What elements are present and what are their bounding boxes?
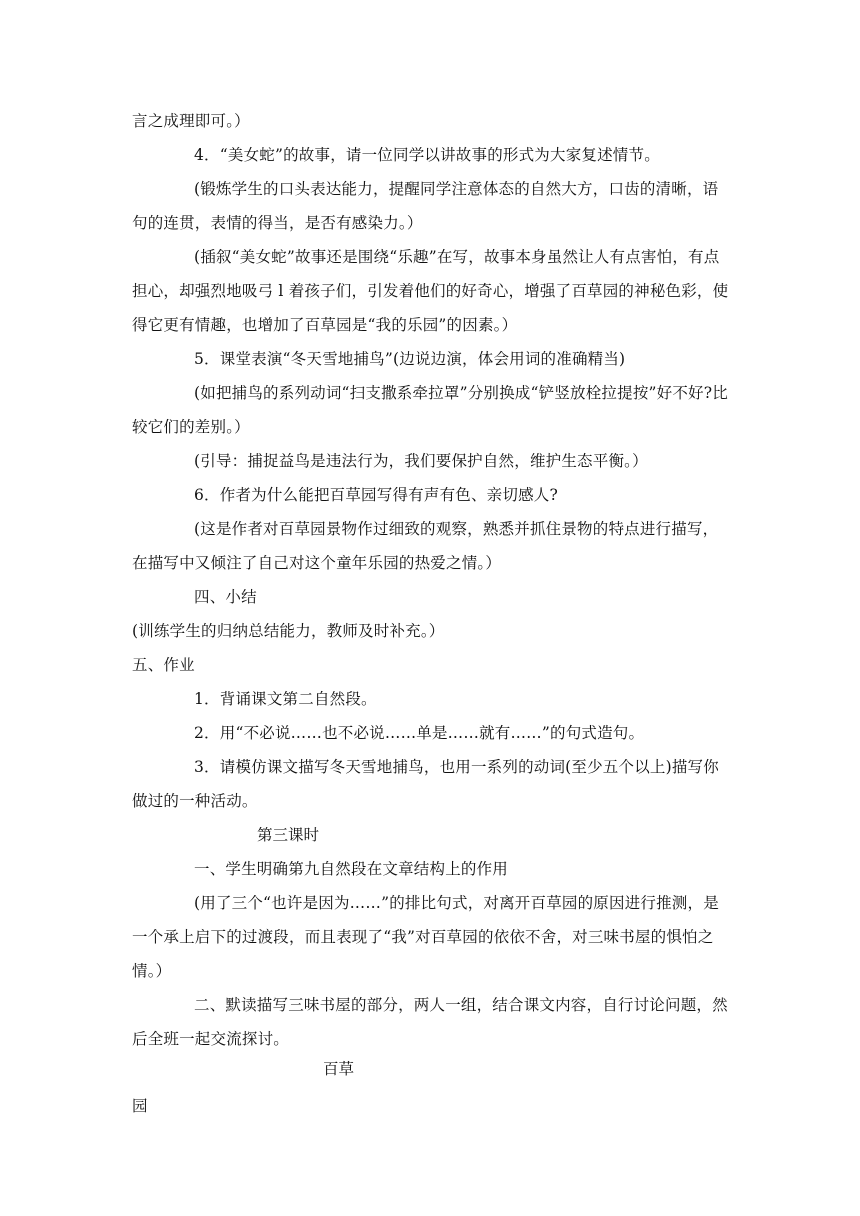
paragraph-5: 5．课堂表演“冬天雪地捕鸟”(边说边演，体会用词的准确精当) (194, 350, 626, 368)
paragraph-11: 1．背诵课文第二自然段。 (194, 690, 377, 708)
paragraph-9: (这是作者对百草园景物作过细致的观察，熟悉并抓住景物的特点进行描写，在描写中又倾注了自己对这个童年乐园的热爱之情。） (132, 520, 719, 572)
paragraph-2: 4．“美女蛇”的故事，请一位同学以讲故事的形式为大家复述情节。 (194, 146, 660, 164)
paragraph-12: 2．用“不必说……也不必说……单是……就有……”的句式造句。 (194, 724, 645, 742)
paragraph-1: 言之成理即可。） (132, 112, 250, 130)
paragraph-15: (用了三个“也许是因为……”的排比句式，对离开百草园的原因进行推测，是一个承上启下的过渡段，而且表现了“我”对百草园的依依不舍，对三味书屋的惧怕之情。） (132, 894, 719, 980)
paragraph-10: (训练学生的归纳总结能力，教师及时补充。） (132, 622, 445, 640)
section-heading-homework: 五、作业 (132, 656, 195, 674)
paragraph-7: (引导：捕捉益鸟是违法行为，我们要保护自然，维护生态平衡。） (194, 452, 648, 470)
paragraph-4: (插叙“美女蛇”故事还是围绕“乐趣”在写，故事本身虽然让人有点害怕，有点担心，却强烈地吸弓 l 着孩子们，引发着他们的好奇心，增强了百草园的神秘色彩，使得它更有情趣，也增加了百草园是“我的乐园”的因素。） (132, 248, 729, 334)
diagram-label-left: 园 (132, 1097, 148, 1115)
paragraph-8: 6．作者为什么能把百草园写得有声有色、亲切感人? (194, 486, 558, 504)
paragraph-3: (锻炼学生的口头表达能力，提醒同学注意体态的自然大方，口齿的清晰，语句的连贯，表情的得当，是否有感染力。） (132, 180, 719, 232)
paragraph-6: (如把捕鸟的系列动词“扫支撒系牵拉罩”分别换成“铲竖放栓拉提按”好不好?比较它们的差别。） (132, 384, 728, 436)
paragraph-16: 二、默读描写三味书屋的部分，两人一组，结合课文内容，自行讨论问题，然后全班一起交流探讨。 (132, 996, 728, 1048)
paragraph-14: 一、学生明确第九自然段在文章结构上的作用 (194, 860, 509, 878)
lesson-heading: 第三课时 (257, 826, 320, 844)
diagram-label-top: 百草 (323, 1060, 355, 1078)
paragraph-13: 3．请模仿课文描写冬天雪地捕鸟，也用一系列的动词(至少五个以上)描写你做过的一种活动。 (132, 758, 719, 810)
section-heading-summary: 四、小结 (194, 588, 257, 606)
